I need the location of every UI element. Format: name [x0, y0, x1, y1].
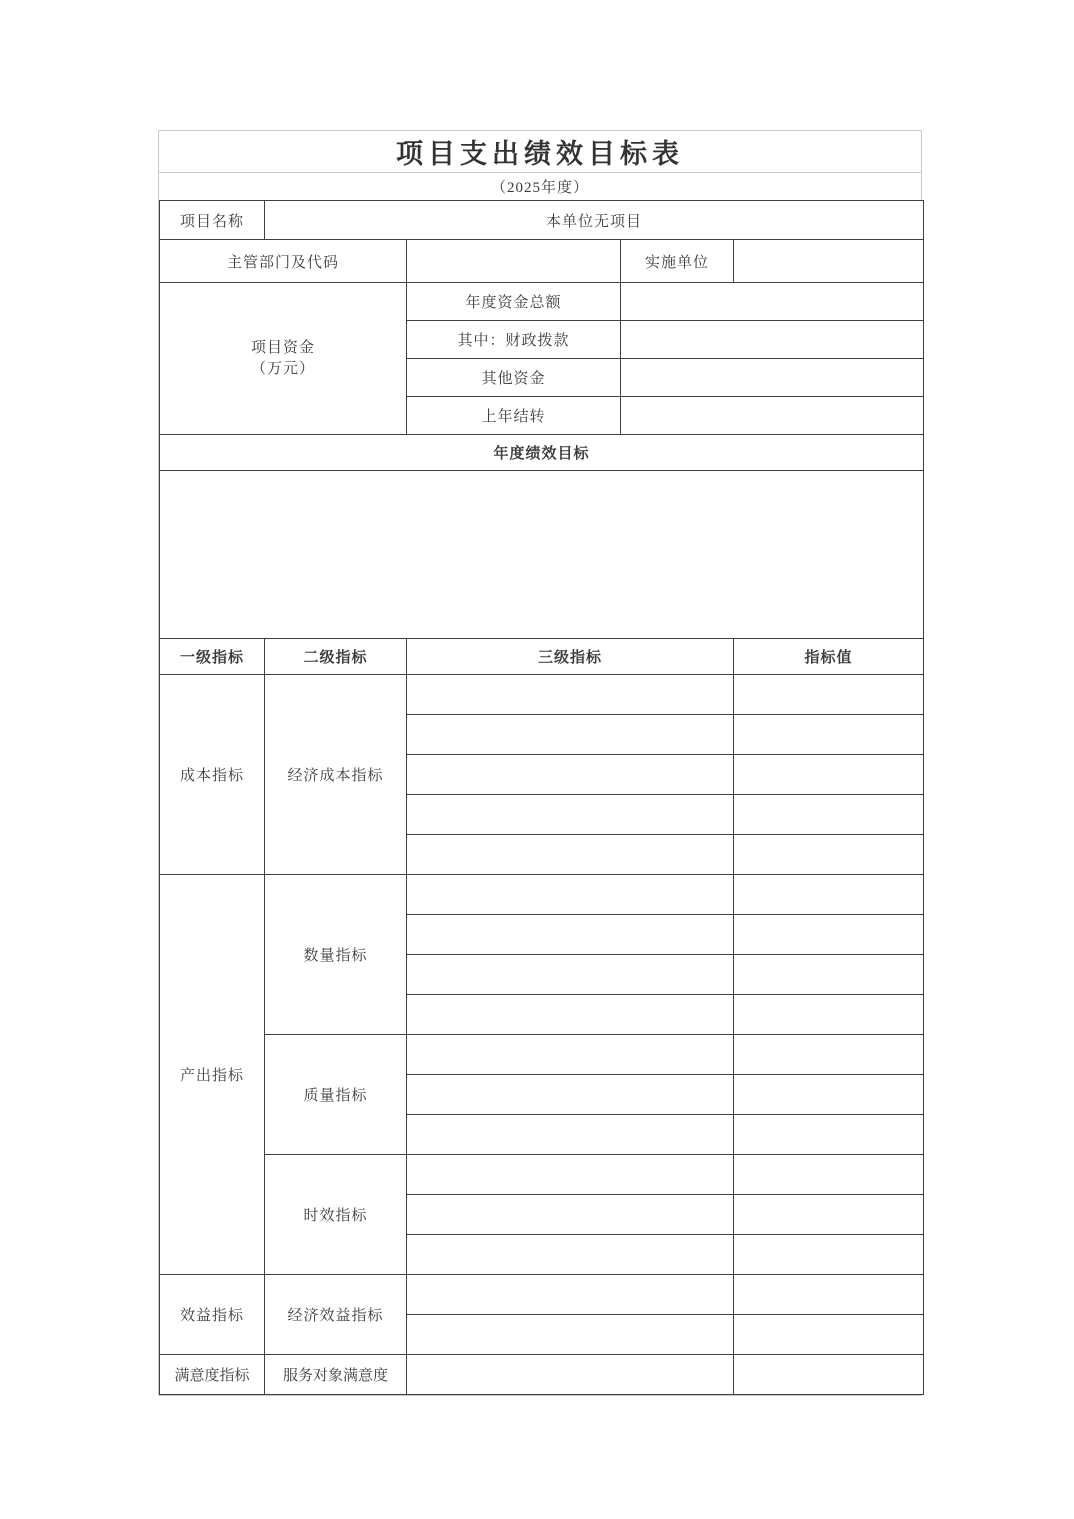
- value-cell: [734, 1155, 924, 1195]
- level3-cell: [407, 915, 734, 955]
- fund-total-label: 年度资金总额: [407, 283, 621, 321]
- level3-cell: [407, 1355, 734, 1395]
- level2-economic-cost: 经济成本指标: [265, 675, 407, 875]
- subtitle-row: [159, 173, 921, 200]
- level3-cell: [407, 1275, 734, 1315]
- document-page: [158, 130, 922, 1396]
- level2-quality: 质量指标: [265, 1035, 407, 1155]
- level3-cell: [407, 1315, 734, 1355]
- value-cell: [734, 915, 924, 955]
- document-subtitle: （2025年度）: [490, 180, 589, 196]
- level3-cell: [407, 1075, 734, 1115]
- header-value: 指标值: [734, 639, 924, 675]
- header-level2: 二级指标: [265, 639, 407, 675]
- value-cell: [734, 1275, 924, 1315]
- fund-total-value-cell: [621, 283, 924, 321]
- implementing-unit-value-cell: [734, 240, 924, 283]
- level3-cell: [407, 995, 734, 1035]
- value-cell: [734, 1115, 924, 1155]
- value-cell: [734, 1195, 924, 1235]
- header-level3: 三级指标: [407, 639, 734, 675]
- project-funds-label-line1: 项目资金: [250, 339, 315, 356]
- level3-cell: [407, 795, 734, 835]
- performance-target-table: [159, 200, 924, 1395]
- value-cell: [734, 875, 924, 915]
- level2-quantity: 数量指标: [265, 875, 407, 1035]
- level3-cell: [407, 955, 734, 995]
- fund-other-label: 其他资金: [407, 359, 621, 397]
- level1-output: 产出指标: [160, 875, 265, 1275]
- level3-cell: [407, 755, 734, 795]
- value-cell: [734, 1235, 924, 1275]
- level3-cell: [407, 675, 734, 715]
- level3-cell: [407, 715, 734, 755]
- header-level1: 一级指标: [160, 639, 265, 675]
- level3-cell: [407, 835, 734, 875]
- level3-cell: [407, 1155, 734, 1195]
- value-cell: [734, 1035, 924, 1075]
- value-cell: [734, 835, 924, 875]
- fund-other-value-cell: [621, 359, 924, 397]
- level1-cost: 成本指标: [160, 675, 265, 875]
- project-name-value: 本单位无项目: [265, 201, 924, 240]
- document-title: 项目支出绩效目标表: [396, 139, 684, 169]
- value-cell: [734, 1355, 924, 1395]
- value-cell: [734, 1315, 924, 1355]
- annual-target-content-cell: [160, 471, 924, 639]
- level3-cell: [407, 875, 734, 915]
- value-cell: [734, 955, 924, 995]
- department-value-cell: [407, 240, 621, 283]
- level1-satisfaction: 满意度指标: [160, 1355, 265, 1395]
- department-label: 主管部门及代码: [160, 240, 407, 283]
- value-cell: [734, 755, 924, 795]
- value-cell: [734, 675, 924, 715]
- implementing-unit-label: 实施单位: [621, 240, 734, 283]
- fund-fiscal-value-cell: [621, 321, 924, 359]
- level2-timeliness: 时效指标: [265, 1155, 407, 1275]
- value-cell: [734, 795, 924, 835]
- level2-service-satisfaction: 服务对象满意度: [265, 1355, 407, 1395]
- level1-benefit: 效益指标: [160, 1275, 265, 1355]
- value-cell: [734, 1075, 924, 1115]
- level2-economic-benefit: 经济效益指标: [265, 1275, 407, 1355]
- value-cell: [734, 715, 924, 755]
- title-row: [159, 131, 921, 173]
- project-funds-label-line2: （万元）: [250, 360, 315, 377]
- level3-cell: [407, 1235, 734, 1275]
- project-name-label: 项目名称: [160, 201, 265, 240]
- level3-cell: [407, 1115, 734, 1155]
- fund-fiscal-label: 其中：财政拨款: [407, 321, 621, 359]
- annual-target-header: 年度绩效目标: [160, 435, 924, 471]
- fund-carryover-value-cell: [621, 397, 924, 435]
- level3-cell: [407, 1195, 734, 1235]
- project-funds-label: [160, 283, 407, 435]
- value-cell: [734, 995, 924, 1035]
- fund-carryover-label: 上年结转: [407, 397, 621, 435]
- level3-cell: [407, 1035, 734, 1075]
